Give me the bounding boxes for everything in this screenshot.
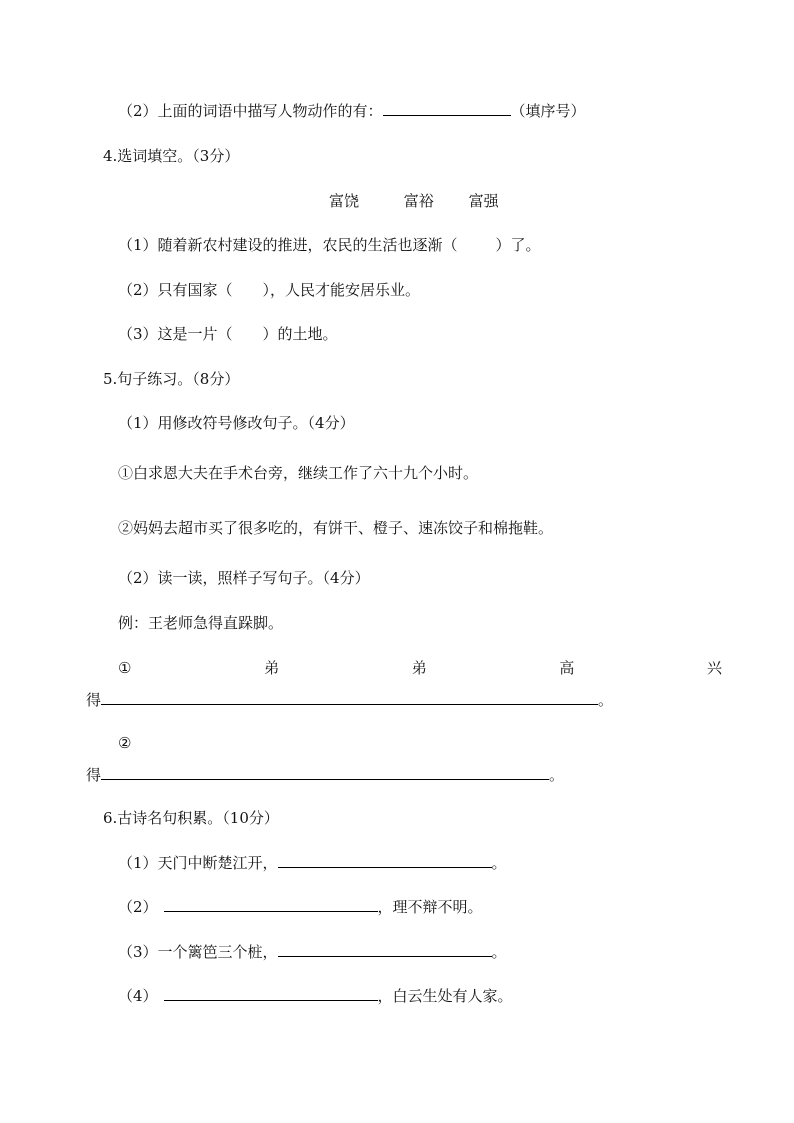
q6-item-3 <box>118 942 507 962</box>
q5-exercise-1-period: 。 <box>598 691 614 709</box>
q4-item-1 <box>118 235 541 255</box>
q4-item-2-text-after: ），人民才能安居乐业。 <box>262 281 421 299</box>
q6-title: 6.古诗名句积累。（10分） <box>103 809 279 827</box>
q5-exercise-1-char: 弟 <box>411 659 427 677</box>
q5-exercise-1-tail: 得 <box>86 691 102 709</box>
q5-exercise-2-period: 。 <box>549 766 565 784</box>
q6-item-2-text-after: ，理不辩不明。 <box>377 898 483 916</box>
q5-exercise-1-answer-line <box>86 690 613 710</box>
q5-exercise-1-prompt <box>118 658 722 678</box>
q5-sentence-2[interactable]: ②妈妈去超市买了很多吃的，有饼干、橙子、速冻饺子和棉拖鞋。 <box>118 519 554 537</box>
q6-item-4-text-after: ，白云生处有人家。 <box>377 987 513 1005</box>
q4-item-3-text-after: ）的土地。 <box>262 325 338 343</box>
q3-part2-suffix: （填序号） <box>510 102 586 120</box>
q5-exercise-1-answer-blank[interactable] <box>101 690 598 705</box>
q5-exercise-2-answer-blank[interactable] <box>101 765 549 780</box>
q4-word-1: 富饶 <box>329 192 360 210</box>
q6-item-2-text-before: （2） <box>118 898 158 916</box>
q3-part2-line <box>118 101 586 121</box>
q5-exercise-2-tail: 得 <box>86 766 102 784</box>
q6-item-1-text-after: 。 <box>491 854 507 872</box>
q5-title: 5.句子练习。（8分） <box>103 370 240 388</box>
q4-word-2: 富裕 <box>403 192 434 210</box>
q5-exercise-1-char: 兴 <box>706 659 722 677</box>
q4-item-3 <box>118 324 338 344</box>
q4-item-1-text-before: （1）随着新农村建设的推进，农民的生活也逐渐（ <box>118 236 458 254</box>
q6-item-4 <box>118 986 513 1006</box>
q6-item-4-text-before: （4） <box>118 987 158 1005</box>
q6-item-3-answer-blank[interactable] <box>278 942 492 957</box>
q4-word-bank <box>329 191 499 211</box>
q6-item-3-text-after: 。 <box>491 943 507 961</box>
q5-exercise-1-char: 高 <box>559 659 575 677</box>
q3-part2-prefix: （2）上面的词语中描写人物动作的有： <box>118 102 383 120</box>
q4-item-1-text-after: ）了。 <box>495 236 541 254</box>
q6-item-3-text-before: （3）一个篱笆三个桩， <box>118 943 278 961</box>
q6-item-2-answer-blank[interactable] <box>164 897 378 912</box>
q4-title: 4.选词填空。（3分） <box>103 147 240 165</box>
q6-item-1-text-before: （1）天门中断楚江开， <box>118 854 278 872</box>
q5-exercise-1-char: 弟 <box>264 659 280 677</box>
q5-exercise-2-mark: ② <box>118 734 132 752</box>
q4-item-2-text-before: （2）只有国家（ <box>118 281 233 299</box>
q6-item-1-answer-blank[interactable] <box>278 853 492 868</box>
q5-exercise-2-answer-line <box>86 765 564 785</box>
q5-example: 例：王老师急得直跺脚。 <box>118 614 284 632</box>
q3-part2-answer-blank[interactable] <box>383 101 511 116</box>
q4-word-3: 富强 <box>468 192 499 210</box>
q6-item-4-answer-blank[interactable] <box>164 986 378 1001</box>
q6-item-2 <box>118 897 483 917</box>
q5-exercise-1-mark: ① <box>118 659 132 677</box>
q4-item-2 <box>118 280 420 300</box>
q4-item-3-text-before: （3）这是一片（ <box>118 325 233 343</box>
q5-sentence-1[interactable]: ①白求恩大夫在手术台旁，继续工作了六十九个小时。 <box>118 464 479 482</box>
q6-item-1 <box>118 853 507 873</box>
q5-part2-title: （2）读一读，照样子写句子。（4分） <box>118 569 370 587</box>
q5-part1-title: （1）用修改符号修改句子。（4分） <box>118 414 355 432</box>
